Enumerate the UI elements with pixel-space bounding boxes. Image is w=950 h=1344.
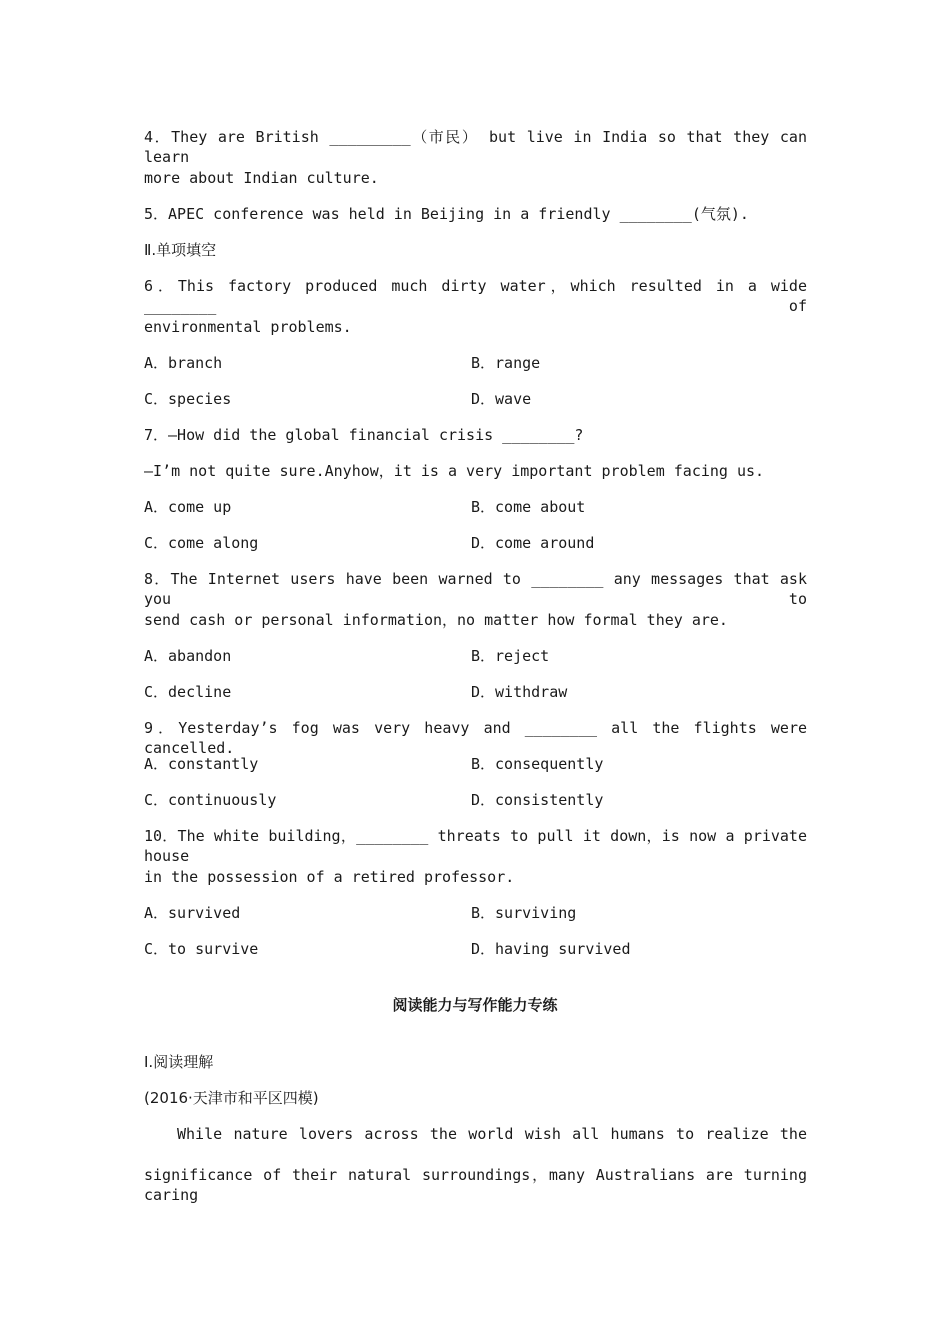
question-9-option-a: A．constantly	[144, 755, 259, 773]
question-7-stem-line1: 7．—How did the global financial crisis ________?	[144, 426, 584, 444]
question-10-stem-line1: 10．The white building，________ threats to pull it down，is now a private house	[144, 827, 807, 865]
question-9-option-d: D．consistently	[471, 791, 604, 809]
question-4-line1: 4．They are British _________（市民） but live in India so that they can learn	[144, 128, 807, 166]
section-2-title: Ⅱ.单项填空	[144, 241, 217, 259]
question-10-option-d: D．having survived	[471, 940, 631, 958]
question-7-option-b: B．come about	[471, 498, 586, 516]
question-10-option-a: A．survived	[144, 904, 241, 922]
question-7-option-c: C．come along	[144, 534, 259, 552]
question-7-option-a: A．come up	[144, 498, 232, 516]
question-6-option-a: A．branch	[144, 354, 223, 372]
part-heading: 阅读能力与写作能力专练	[392, 996, 558, 1014]
question-8-stem-line1: 8．The Internet users have been warned to ________ any messages that ask you to	[144, 570, 807, 608]
section-1-title: Ⅰ.阅读理解	[144, 1053, 214, 1071]
question-8-option-d: D．withdraw	[471, 683, 568, 701]
passage-line2: significance of their natural surroundings，many Australians are turning caring	[144, 1166, 807, 1204]
question-8-option-b: B．reject	[471, 647, 550, 665]
question-9-option-c: C．continuously	[144, 791, 277, 809]
source-note: (2016·天津市和平区四模)	[144, 1089, 319, 1107]
question-7-stem-line2: —I’m not quite sure.Anyhow，it is a very important problem facing us.	[144, 462, 765, 480]
passage-line1: While nature lovers across the world wish all humans to realize the	[177, 1125, 807, 1143]
question-8-option-a: A．abandon	[144, 647, 232, 665]
question-6-stem-line2: environmental problems.	[144, 318, 352, 336]
question-8-option-c: C．decline	[144, 683, 232, 701]
question-4-line2: more about Indian culture.	[144, 169, 379, 187]
question-6-stem-line1: 6．This factory produced much dirty water，which resulted in a wide ________ of	[144, 277, 807, 315]
question-7-option-d: D．come around	[471, 534, 595, 552]
question-6-option-d: D．wave	[471, 390, 532, 408]
question-6-option-b: B．range	[471, 354, 541, 372]
question-6-option-c: C．species	[144, 390, 232, 408]
question-8-stem-line2: send cash or personal information，no matter how formal they are.	[144, 611, 728, 629]
question-10-option-b: B．surviving	[471, 904, 577, 922]
question-9-stem-line1: 9．Yesterday’s fog was very heavy and ________ all the flights were cancelled.	[144, 719, 807, 757]
question-10-option-c: C．to survive	[144, 940, 259, 958]
question-10-stem-line2: in the possession of a retired professor.	[144, 868, 515, 886]
question-5-line1: 5．APEC conference was held in Beijing in a friendly ________(气氛).	[144, 205, 749, 223]
question-9-option-b: B．consequently	[471, 755, 604, 773]
